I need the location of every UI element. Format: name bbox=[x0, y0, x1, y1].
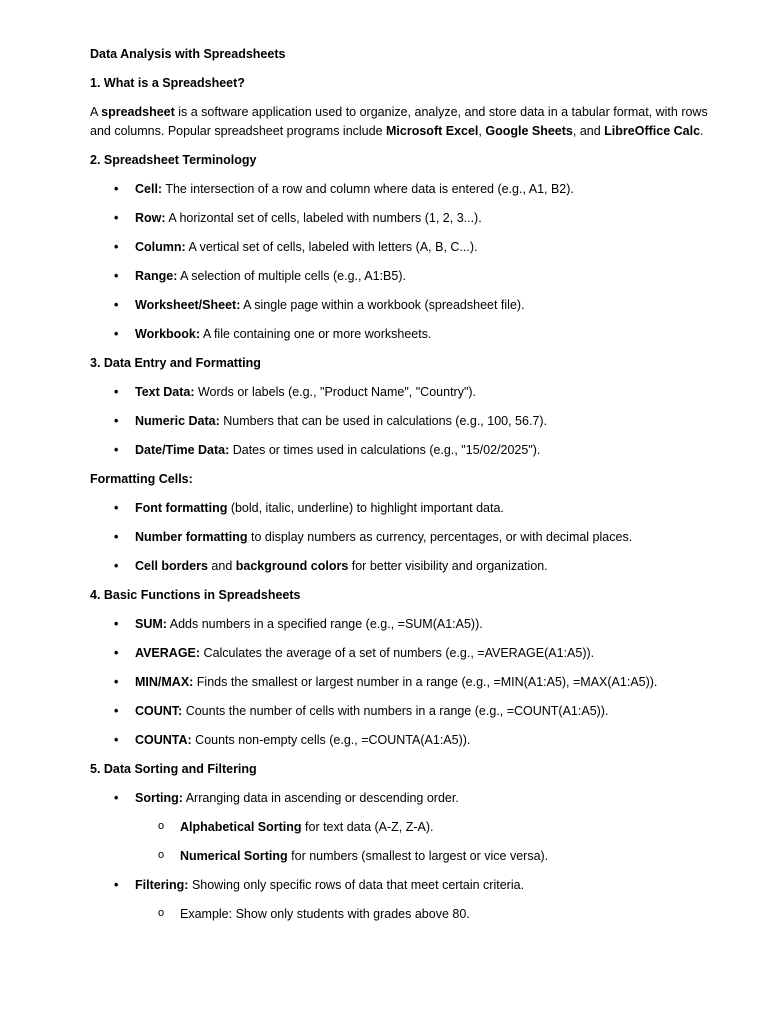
list-item-term: Worksheet/Sheet: bbox=[135, 298, 241, 312]
text-run: is a software application used to organize, analyze, and store data in a tabular format, with rows and columns. Popular spreadsheet programs include bbox=[90, 105, 708, 138]
list-item bbox=[90, 673, 718, 692]
sorting-sublist bbox=[135, 818, 718, 866]
functions-list bbox=[90, 615, 718, 750]
formatting-list bbox=[90, 499, 718, 576]
list-item bbox=[90, 499, 718, 518]
list-item bbox=[90, 557, 718, 576]
sublist-item bbox=[135, 847, 718, 866]
list-item-text: Calculates the average of a set of numbers (e.g., =AVERAGE(A1:A5)). bbox=[200, 646, 595, 660]
list-item-term: Workbook: bbox=[135, 327, 201, 341]
text-run: . bbox=[700, 124, 704, 138]
list-item bbox=[90, 267, 718, 286]
list-item bbox=[90, 412, 718, 431]
list-item-text: for better visibility and organization. bbox=[348, 559, 548, 573]
list-item-term: Filtering: bbox=[135, 878, 189, 892]
text-run: A bbox=[90, 105, 102, 119]
list-item-term: Column: bbox=[135, 240, 186, 254]
terminology-list bbox=[90, 180, 718, 344]
list-item bbox=[90, 325, 718, 344]
list-item bbox=[90, 383, 718, 402]
list-item-term: Number formatting bbox=[135, 530, 248, 544]
section-1-paragraph bbox=[90, 103, 718, 141]
list-item-term: Sorting: bbox=[135, 791, 183, 805]
list-item-term: Numeric Data: bbox=[135, 414, 220, 428]
list-item-text: Counts the number of cells with numbers in a range (e.g., =COUNT(A1:A5)). bbox=[182, 704, 609, 718]
list-item-term: Date/Time Data: bbox=[135, 443, 230, 457]
list-item bbox=[90, 238, 718, 257]
list-item-text: A single page within a workbook (spreadsheet file). bbox=[240, 298, 525, 312]
list-item-term: Cell: bbox=[135, 182, 163, 196]
sublist-item bbox=[135, 818, 718, 837]
list-item-text: Counts non-empty cells (e.g., =COUNTA(A1:A5)). bbox=[191, 733, 471, 747]
list-item-text: Adds numbers in a specified range (e.g., =SUM(A1:A5)). bbox=[166, 617, 483, 631]
list-item-text: Arranging data in ascending or descending order. bbox=[182, 791, 459, 805]
list-item-term: COUNT: bbox=[135, 704, 183, 718]
list-item-term: MIN/MAX: bbox=[135, 675, 194, 689]
list-item-term: Text Data: bbox=[135, 385, 195, 399]
list-item-filtering bbox=[90, 876, 718, 924]
list-item bbox=[90, 615, 718, 634]
sublist-item bbox=[135, 905, 718, 924]
list-item bbox=[90, 731, 718, 750]
list-item-text: (bold, italic, underline) to highlight important data. bbox=[227, 501, 504, 515]
bold-term-sheets: Google Sheets bbox=[485, 124, 573, 138]
list-item-text: A vertical set of cells, labeled with letters (A, B, C...). bbox=[185, 240, 478, 254]
list-item-term: Range: bbox=[135, 269, 178, 283]
bold-term-excel: Microsoft Excel bbox=[386, 124, 479, 138]
list-item bbox=[90, 209, 718, 228]
list-item-text: The intersection of a row and column where data is entered (e.g., A1, B2). bbox=[162, 182, 574, 196]
sublist-item-term: Numerical Sorting bbox=[180, 849, 288, 863]
list-item-term: Row: bbox=[135, 211, 166, 225]
list-item-term: COUNTA: bbox=[135, 733, 192, 747]
list-item bbox=[90, 180, 718, 199]
list-item-term: background colors bbox=[235, 559, 349, 573]
list-item bbox=[90, 296, 718, 315]
text-run: , bbox=[478, 124, 486, 138]
formatting-cells-heading: Formatting Cells: bbox=[90, 472, 193, 486]
sublist-item-text: for text data (A-Z, Z-A). bbox=[301, 820, 434, 834]
list-item-text: A horizontal set of cells, labeled with numbers (1, 2, 3...). bbox=[165, 211, 482, 225]
sublist-item-text: Example: Show only students with grades above 80. bbox=[180, 907, 470, 921]
filtering-sublist bbox=[135, 905, 718, 924]
list-item-text: A selection of multiple cells (e.g., A1:B5). bbox=[177, 269, 406, 283]
section-1-heading: 1. What is a Spreadsheet? bbox=[90, 76, 245, 90]
section-4-heading: 4. Basic Functions in Spreadsheets bbox=[90, 588, 301, 602]
list-item bbox=[90, 644, 718, 663]
bold-term-calc: LibreOffice Calc bbox=[604, 124, 701, 138]
list-item-text: Dates or times used in calculations (e.g., "15/02/2025"). bbox=[229, 443, 541, 457]
section-5-heading: 5. Data Sorting and Filtering bbox=[90, 762, 257, 776]
text-run: , and bbox=[572, 124, 605, 138]
list-item-text: to display numbers as currency, percentages, or with decimal places. bbox=[247, 530, 633, 544]
data-types-list bbox=[90, 383, 718, 460]
sorting-filtering-list bbox=[90, 789, 718, 924]
list-item-text: Words or labels (e.g., "Product Name", "Country"). bbox=[194, 385, 477, 399]
list-item-text: A file containing one or more worksheets. bbox=[200, 327, 432, 341]
list-item-text: and bbox=[207, 559, 236, 573]
list-item-term: Cell borders bbox=[135, 559, 208, 573]
list-item-text: Showing only specific rows of data that meet certain criteria. bbox=[188, 878, 525, 892]
list-item-term: SUM: bbox=[135, 617, 167, 631]
section-3-heading: 3. Data Entry and Formatting bbox=[90, 356, 261, 370]
list-item-term: Font formatting bbox=[135, 501, 228, 515]
bold-term-spreadsheet: spreadsheet bbox=[101, 105, 175, 119]
list-item bbox=[90, 702, 718, 721]
list-item-text: Numbers that can be used in calculations (e.g., 100, 56.7). bbox=[219, 414, 548, 428]
section-2-heading: 2. Spreadsheet Terminology bbox=[90, 153, 257, 167]
list-item bbox=[90, 441, 718, 460]
sublist-item-text: for numbers (smallest to largest or vice versa). bbox=[287, 849, 549, 863]
document-title: Data Analysis with Spreadsheets bbox=[90, 47, 286, 61]
list-item bbox=[90, 528, 718, 547]
list-item-sorting bbox=[90, 789, 718, 866]
list-item-term: AVERAGE: bbox=[135, 646, 201, 660]
sublist-item-term: Alphabetical Sorting bbox=[180, 820, 302, 834]
list-item-text: Finds the smallest or largest number in a range (e.g., =MIN(A1:A5), =MAX(A1:A5)). bbox=[193, 675, 658, 689]
